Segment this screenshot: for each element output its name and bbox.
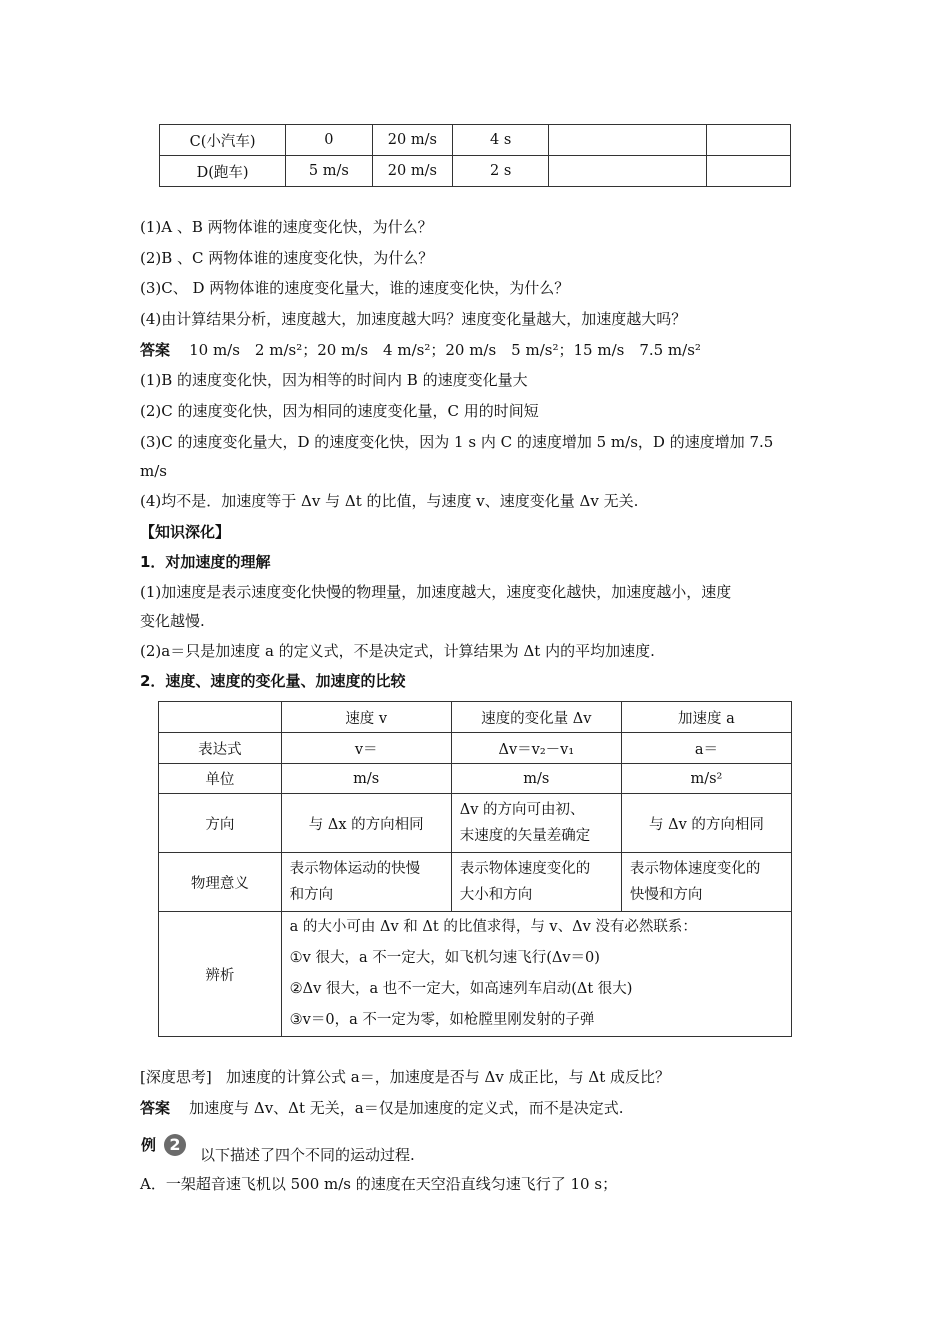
- example-text: 以下描述了四个不同的运动过程.: [200, 1146, 415, 1164]
- cell-line: 表示物体速度变化的: [629, 861, 761, 877]
- answer-row: [140, 340, 701, 360]
- table-cell: [621, 853, 791, 912]
- table-cell: [451, 794, 621, 853]
- table-header-cell: 加速度 a: [621, 702, 791, 733]
- table-cell: 2 s: [453, 156, 549, 187]
- deep-answer-text: 加速度与 Δv、Δt 无关，a＝仅是加速度的定义式，而不是决定式.: [189, 1099, 624, 1117]
- table-cell: m/s²: [621, 764, 791, 794]
- table-cell: [549, 125, 706, 156]
- section-heading: 【知识深化】: [140, 523, 231, 541]
- cell-line: 快慢和方向: [629, 887, 703, 903]
- row-label: 物理意义: [159, 853, 282, 912]
- subsection-2-title: 2．速度、速度的变化量、加速度的比较: [140, 672, 406, 690]
- table-header-cell: 速度 v: [281, 702, 451, 733]
- analysis-line: ③v＝0，a 不一定为零，如枪膛里刚发射的子弹: [289, 1012, 595, 1028]
- table-cell: D(跑车): [160, 156, 286, 187]
- subsection-1-line: 变化越慢.: [140, 612, 205, 630]
- table-cell: 与 Δx 的方向相同: [281, 794, 451, 853]
- question-4: (4)由计算结果分析，速度越大，加速度越大吗？速度变化量越大，加速度越大吗？: [140, 310, 687, 328]
- table-cell: [706, 156, 790, 187]
- table-cell: 4 s: [453, 125, 549, 156]
- subsection-1-line: (1)加速度是表示速度变化快慢的物理量，加速度越大，速度变化越快，加速度越小，速度: [140, 583, 732, 601]
- row-label: 方向: [159, 794, 282, 853]
- answer-2: (2)C 的速度变化快，因为相同的速度变化量，C 用的时间短: [140, 402, 539, 420]
- table-cell: a＝: [621, 733, 791, 764]
- subsection-1-line: (2)a＝只是加速度 a 的定义式，不是决定式，计算结果为 Δt 内的平均加速度.: [140, 642, 655, 660]
- cell-line: 末速度的矢量差确定: [459, 828, 591, 844]
- example-option-a: A．一架超音速飞机以 500 m/s 的速度在天空沿直线匀速飞行了 10 s；: [140, 1175, 618, 1193]
- analysis-line: a 的大小可由 Δv 和 Δt 的比值求得，与 v、Δv 没有必然联系：: [289, 919, 697, 935]
- deep-think-label: [深度思考]: [140, 1068, 212, 1086]
- table-cell: 0: [286, 125, 372, 156]
- table-cell: v＝: [281, 733, 451, 764]
- answer-values: 10 m/s 2 m/s²；20 m/s 4 m/s²；20 m/s 5 m/s²；15 m/s 7.5 m/s²: [189, 341, 701, 359]
- table-cell: m/s: [281, 764, 451, 794]
- table-row: [159, 733, 792, 764]
- table-row: [160, 156, 791, 187]
- analysis-line: ①v 很大，a 不一定大，如飞机匀速飞行(Δv＝0): [289, 950, 600, 966]
- analysis-cell: [281, 912, 791, 1037]
- table-cell: C(小汽车): [160, 125, 286, 156]
- answer-3: (3)C 的速度变化量大，D 的速度变化快，因为 1 s 内 C 的速度增加 5 m/s，D 的速度增加 7.5: [140, 433, 774, 451]
- answer-1: (1)B 的速度变化快，因为相等的时间内 B 的速度变化量大: [140, 371, 528, 389]
- cell-line: 表示物体速度变化的: [459, 861, 591, 877]
- comparison-table: [158, 701, 792, 1037]
- row-label: 辨析: [159, 912, 282, 1037]
- table-cell: [281, 853, 451, 912]
- answer-3-cont: m/s: [140, 462, 167, 480]
- table-cell: 与 Δv 的方向相同: [621, 794, 791, 853]
- cell-line: 和方向: [289, 887, 334, 903]
- table-row: [159, 764, 792, 794]
- question-3: (3)C、 D 两物体谁的速度变化量大，谁的速度变化快，为什么？: [140, 279, 570, 297]
- cell-line: Δv 的方向可由初、: [459, 802, 585, 818]
- table-row: [159, 853, 792, 912]
- table-cell: [706, 125, 790, 156]
- table-row: [160, 125, 791, 156]
- question-2: (2)B 、C 两物体谁的速度变化快，为什么？: [140, 249, 434, 267]
- top-table: [159, 124, 791, 187]
- answer-label: 答案: [140, 341, 171, 359]
- table-row: [159, 794, 792, 853]
- answer-4: (4)均不是．加速度等于 Δv 与 Δt 的比值，与速度 v、速度变化量 Δv 无关.: [140, 492, 639, 510]
- row-label: 单位: [159, 764, 282, 794]
- table-cell: [549, 156, 706, 187]
- example-number-badge: 2: [164, 1134, 186, 1156]
- table-cell: [451, 853, 621, 912]
- deep-think-text: 加速度的计算公式 a＝，加速度是否与 Δv 成正比，与 Δt 成反比？: [226, 1068, 670, 1086]
- table-header-row: [159, 702, 792, 733]
- table-row: [159, 912, 792, 1037]
- analysis-line: ②Δv 很大，a 也不一定大，如高速列车启动(Δt 很大): [289, 981, 633, 997]
- subsection-1-title: 1．对加速度的理解: [140, 553, 271, 571]
- example-label: 例: [141, 1136, 157, 1154]
- table-header-cell: 速度的变化量 Δv: [451, 702, 621, 733]
- cell-line: 大小和方向: [459, 887, 533, 903]
- question-1: (1)A 、B 两物体谁的速度变化快，为什么？: [140, 218, 433, 236]
- deep-think: [140, 1067, 670, 1087]
- table-cell: m/s: [451, 764, 621, 794]
- table-cell: Δv＝v₂－v₁: [451, 733, 621, 764]
- deep-answer-label: 答案: [140, 1099, 171, 1117]
- table-cell: 20 m/s: [372, 156, 453, 187]
- deep-answer: [140, 1098, 624, 1118]
- row-label: 表达式: [159, 733, 282, 764]
- table-cell: 5 m/s: [286, 156, 372, 187]
- table-header-cell: [159, 702, 282, 733]
- cell-line: 表示物体运动的快慢: [289, 861, 421, 877]
- table-cell: 20 m/s: [372, 125, 453, 156]
